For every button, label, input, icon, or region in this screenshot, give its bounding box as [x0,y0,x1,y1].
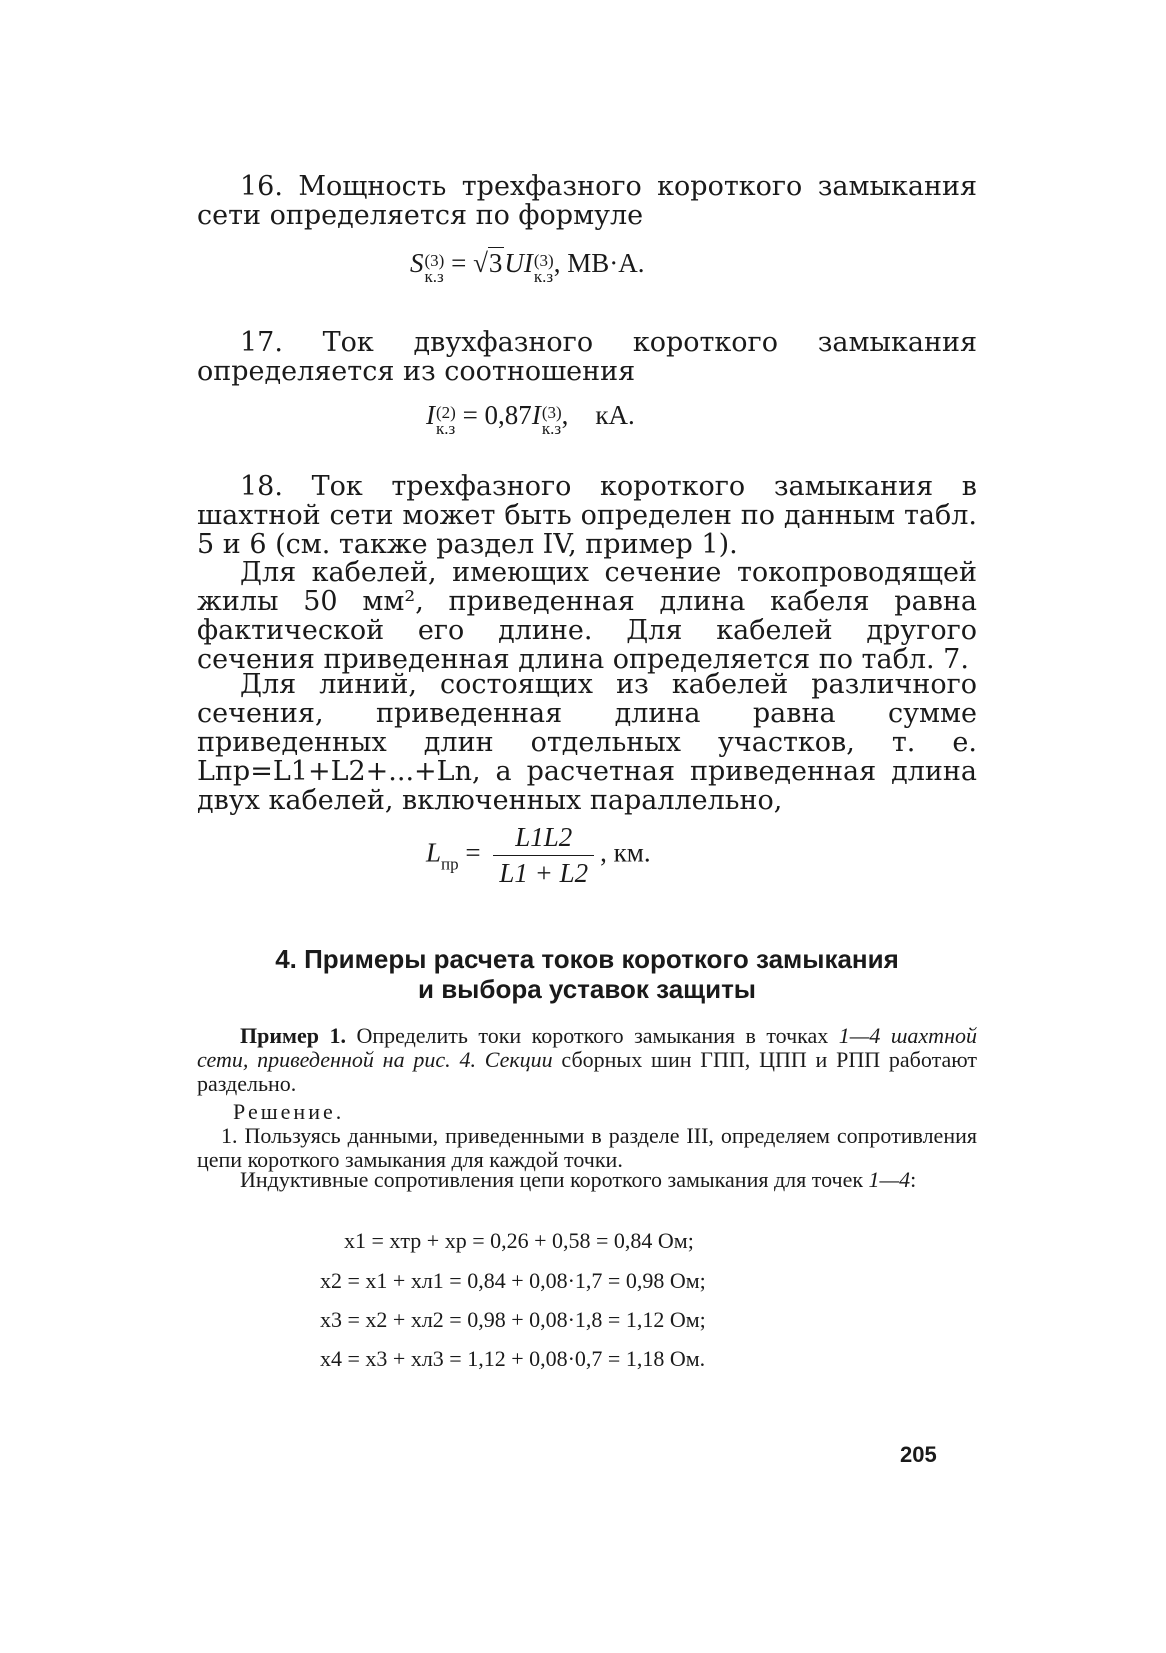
sqrt [473,248,504,279]
inductive-points: 1—4 [868,1167,911,1192]
formula-i2-kz [426,400,635,437]
formula-l-pr [426,822,651,889]
page-number: 205 [900,1442,937,1467]
solution-label: Решение. [233,1099,345,1124]
sqrt-radicand: 3 [488,248,503,278]
item-18-p2: Для кабелей, имеющих сечение токопроводящей жилы 50 мм², приведенная длина кабеля равна фактической его длине. Для кабелей другого сечения приведенная длина определяется по табл. 7. [197,557,977,675]
formula-i3-sup: (3) [541,403,562,422]
item-18-p3: Для линий, состоящих из кабелей различного сечения, приведенная длина равна сумме приведенных длин отдельных участков, т. е. Lпр=L1+L2+...+Ln, а расчетная приведенная длина двух кабелей, включенных параллельно, [197,669,977,816]
formula-coef: = 0,87 [455,400,532,430]
inductive-text-a: Индуктивные сопротивления цепи короткого замыкания для точек [240,1167,869,1192]
example-paragraph [197,1024,977,1096]
inductive-colon: : [910,1167,917,1192]
formula-s-kz [410,248,644,285]
formula-i3-sub: к.з [541,419,562,438]
example-label: Пример 1. [240,1023,346,1048]
formula-s: S [410,248,424,278]
fraction-numerator: L1L2 [493,822,594,856]
inductive-text [197,1168,977,1192]
formula-s-indices [425,253,445,285]
formula-i2-sub: к.з [436,419,456,438]
equation-x4: x4 = x3 + xл3 = 1,12 + 0,08·0,7 = 1,18 Ом. [320,1346,706,1371]
equation-x2: x2 = x1 + xл1 = 0,84 + 0,08·1,7 = 0,98 Ом; [320,1268,706,1293]
formula-unit-ka: , кА. [561,400,635,430]
step-1-text: 1. Пользуясь данными, приведенными в разделе III, определяем сопротивления цепи короткого замыкания для каждой точки. [197,1123,977,1172]
formula-l-unit: , км. [600,837,651,868]
example-text2: сборных шин ГПП, ЦПП и РПП работают раздельно. [197,1047,977,1096]
equation-x3: x3 = x2 + xл2 = 0,98 + 0,08·1,8 = 1,12 Ом; [320,1307,706,1332]
formula-l: L [426,837,442,868]
formula-i2-sup: (2) [436,403,456,422]
formula-i3-indices [542,405,562,437]
section-title-line2: и выбора уставок защиты [417,974,757,1004]
section-title-line1: 4. Примеры расчета токов короткого замыкания [275,944,899,974]
equation-x1: x1 = xтр + xр = 0,26 + 0,58 = 0,84 Ом; [344,1228,694,1253]
formula-ui: UI [504,248,533,278]
formula-eq: = [444,248,474,278]
sqrt-sign: √ [473,248,488,278]
formula-i2: I [426,400,435,430]
item-18-p1: 18. Ток трехфазного короткого замыкания в шахтной сети может быть определен по данным табл. 5 и 6 (см. также раздел IV, пример 1). [197,471,977,560]
formula-i-indices [534,253,554,285]
formula-s-sup: (3) [424,251,445,270]
formula-i3: I [531,400,541,430]
fraction [493,822,594,889]
formula-s-sub: к.з [424,267,444,286]
formula-l-eq: = [458,837,488,868]
example-italic: 1—4 шахтной сети, приведенной на рис. 4. Секции [197,1023,977,1072]
item-16-text: 16. Мощность трехфазного короткого замыкания сети определяется по формуле [197,171,977,231]
fraction-denominator: L1 + L2 [499,858,589,888]
formula-unit: , МВ·А. [553,248,645,278]
formula-i-sub: к.з [533,267,554,286]
item-17-text: 17. Ток двухфазного короткого замыкания определяется из соотношения [197,327,977,387]
example-text1: Определить токи короткого замыкания в точках [345,1023,839,1048]
formula-i2-indices [436,405,456,437]
formula-i-sup: (3) [533,251,554,270]
formula-l-sub: пр [441,854,459,874]
